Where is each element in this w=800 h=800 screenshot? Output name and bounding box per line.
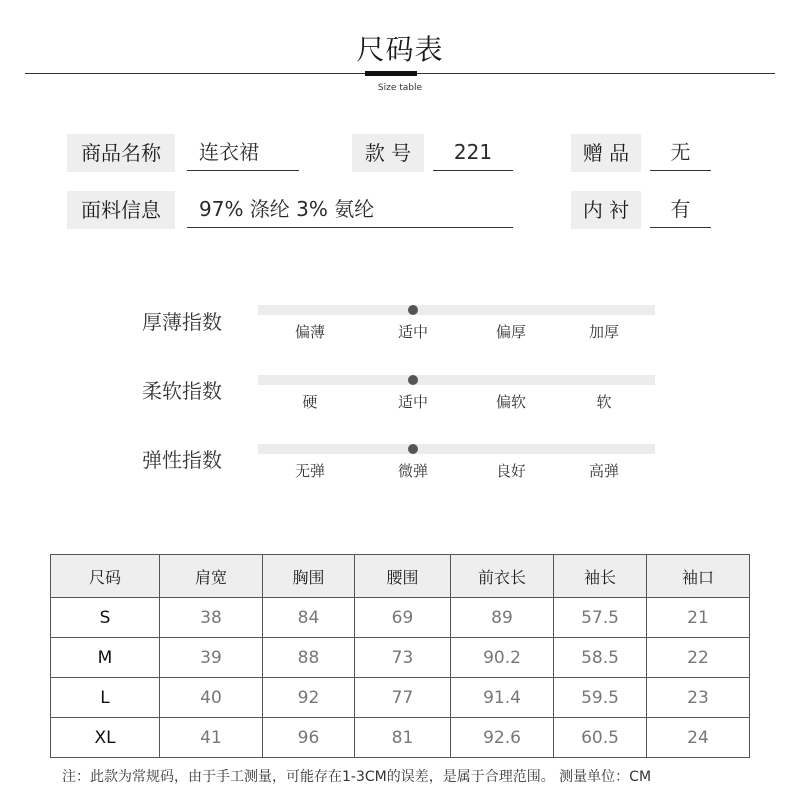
- column-header: 尺码: [51, 555, 160, 598]
- table-row: [51, 638, 750, 678]
- gift-value: 无: [650, 134, 711, 171]
- page-title: 尺码表: [356, 33, 444, 66]
- softness-option: 适中: [397, 393, 428, 411]
- thickness-index-track: [258, 305, 655, 315]
- table-cell: 88: [263, 638, 355, 678]
- table-cell: 39: [160, 638, 263, 678]
- softness-index-marker: [408, 375, 418, 385]
- table-cell: 81: [355, 718, 451, 758]
- style-no-label: 款 号: [352, 134, 424, 172]
- table-cell: S: [51, 598, 160, 638]
- table-cell: 96: [263, 718, 355, 758]
- table-cell: 77: [355, 678, 451, 718]
- gift-label: 赠 品: [571, 134, 641, 172]
- thickness-index-label: 厚薄指数: [142, 310, 222, 334]
- softness-index-label: 柔软指数: [142, 379, 222, 403]
- thickness-option: 偏厚: [495, 323, 526, 341]
- size-table: [50, 554, 750, 758]
- table-cell: XL: [51, 718, 160, 758]
- softness-option: 软: [596, 393, 612, 411]
- softness-index-track: [258, 375, 655, 385]
- elasticity-index-marker: [408, 444, 418, 454]
- table-cell: 59.5: [554, 678, 647, 718]
- page-subtitle: Size table: [377, 83, 423, 93]
- fabric-label: 面料信息: [67, 191, 175, 229]
- table-cell: 41: [160, 718, 263, 758]
- measurement-footnote: 注：此款为常规码，由于手工测量，可能存在1-3CM的误差，是属于合理范围。 测量单位：CM: [62, 769, 652, 785]
- column-header: 肩宽: [160, 555, 263, 598]
- table-header-row: [51, 555, 750, 598]
- elasticity-option: 高弹: [588, 462, 619, 480]
- thickness-option: 适中: [397, 323, 428, 341]
- thickness-option: 加厚: [588, 323, 619, 341]
- softness-option: 硬: [302, 393, 318, 411]
- elasticity-index-label: 弹性指数: [142, 448, 222, 472]
- product-name-label: 商品名称: [67, 134, 175, 172]
- table-cell: 84: [263, 598, 355, 638]
- thickness-option: 偏薄: [294, 323, 325, 341]
- product-name-value: 连衣裙: [187, 134, 299, 171]
- title-divider-accent: [365, 71, 417, 76]
- table-cell: 60.5: [554, 718, 647, 758]
- table-cell: 91.4: [451, 678, 554, 718]
- table-cell: M: [51, 638, 160, 678]
- table-cell: 22: [647, 638, 750, 678]
- thickness-index-marker: [408, 305, 418, 315]
- table-cell: 92: [263, 678, 355, 718]
- table-cell: 92.6: [451, 718, 554, 758]
- table-cell: 21: [647, 598, 750, 638]
- table-row: [51, 598, 750, 638]
- elasticity-option: 良好: [495, 462, 526, 480]
- style-no-value: 221: [433, 134, 513, 171]
- table-row: [51, 678, 750, 718]
- table-cell: 89: [451, 598, 554, 638]
- softness-option: 偏软: [495, 393, 526, 411]
- column-header: 腰围: [355, 555, 451, 598]
- table-cell: 58.5: [554, 638, 647, 678]
- lining-value: 有: [650, 191, 711, 228]
- elasticity-option: 微弹: [397, 462, 428, 480]
- column-header: 袖口: [647, 555, 750, 598]
- column-header: 胸围: [263, 555, 355, 598]
- column-header: 前衣长: [451, 555, 554, 598]
- table-cell: 90.2: [451, 638, 554, 678]
- table-cell: 38: [160, 598, 263, 638]
- column-header: 袖长: [554, 555, 647, 598]
- table-cell: 24: [647, 718, 750, 758]
- elasticity-index-track: [258, 444, 655, 454]
- table-cell: 57.5: [554, 598, 647, 638]
- table-cell: 69: [355, 598, 451, 638]
- table-cell: 73: [355, 638, 451, 678]
- fabric-value: 97% 涤纶 3% 氨纶: [187, 191, 513, 228]
- table-row: [51, 718, 750, 758]
- elasticity-option: 无弹: [294, 462, 325, 480]
- table-cell: L: [51, 678, 160, 718]
- table-cell: 23: [647, 678, 750, 718]
- table-cell: 40: [160, 678, 263, 718]
- lining-label: 内 衬: [571, 191, 641, 229]
